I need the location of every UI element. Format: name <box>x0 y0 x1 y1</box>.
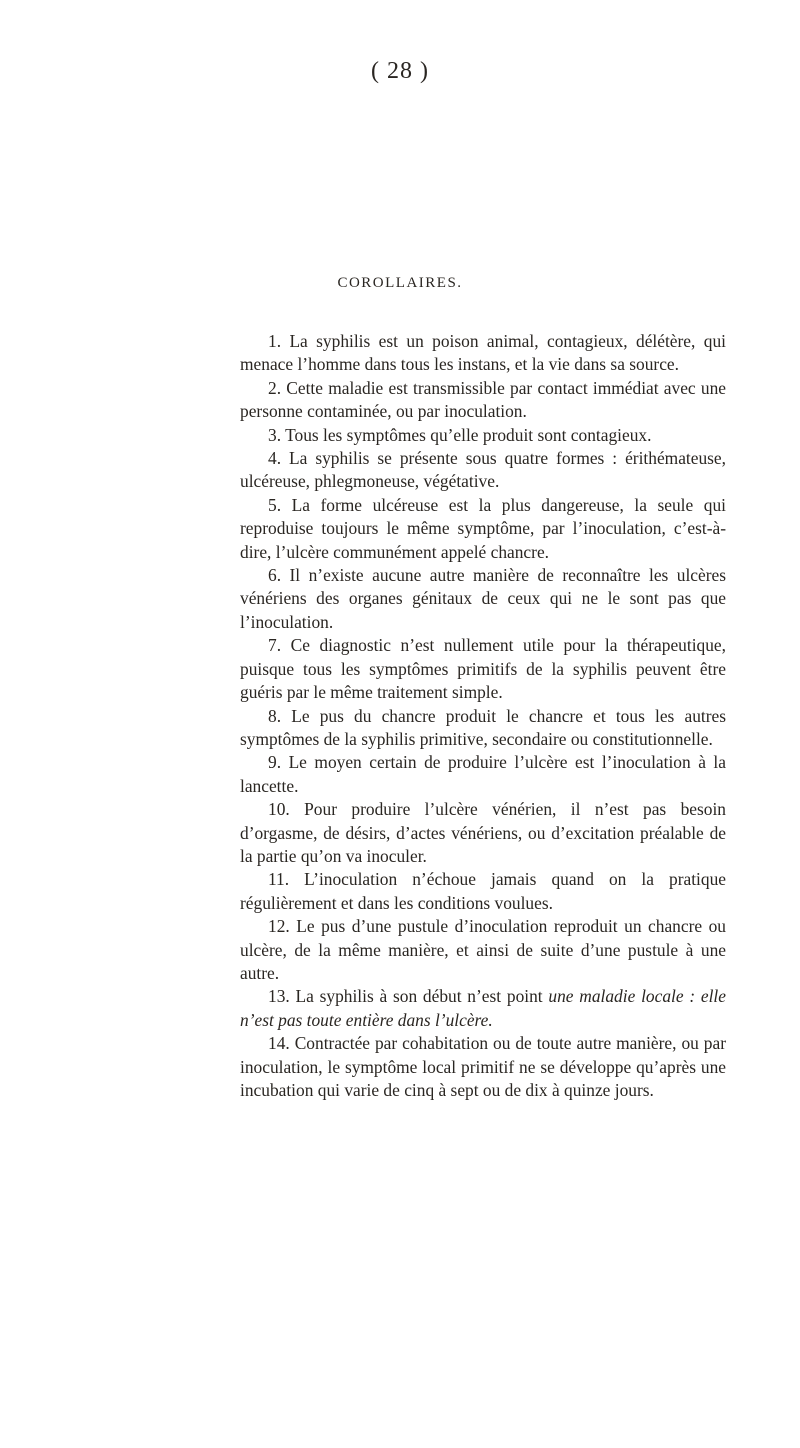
paragraph-text: La forme ulcéreuse est la plus dangereuse, la seule qui reproduise toujours le même symptôme, par l’inoculation, c’est-à-dire, l’ulcère communément appelé chancre. <box>240 494 727 562</box>
paragraph-number: 1. <box>268 331 282 351</box>
paragraph-5 <box>240 494 726 564</box>
paragraph-text: La syphilis est un poison animal, contagieux, délétère, qui menace l’homme dans tous les instans, et la vie dans sa source. <box>240 331 726 375</box>
paragraph-11 <box>240 868 726 915</box>
italic-text: une maladie locale : elle n’est pas toute entière dans l’ulcère. <box>240 986 726 1030</box>
paragraph-text: La syphilis se présente sous quatre formes : érithémateuse, ulcéreuse, phlegmoneuse, végétative. <box>240 448 726 492</box>
paragraph-text: Pour produire l’ulcère vénérien, il n’est pas besoin d’orgasme, de désirs, d’actes vénériens, ou d’excitation préalable de la partie qu’on va inoculer. <box>240 799 726 866</box>
corollaries-list <box>240 330 726 1102</box>
paragraph-9 <box>240 751 726 798</box>
paragraph-number: 5. <box>268 494 282 515</box>
paragraph-number: 8. <box>268 705 282 726</box>
paragraph-text: Ce diagnostic n’est nullement utile pour la thérapeutique, puisque tous les symptômes primitifs de la syphilis peuvent être guéris par le même traitement simple. <box>240 635 726 703</box>
paragraph-text: Tous les symptômes qu’elle produit sont contagieux. <box>285 424 652 445</box>
paragraph-number: 4. <box>268 448 282 469</box>
paragraph-number: 13. <box>268 986 290 1007</box>
paragraph-text: Cette maladie est transmissible par contact immédiat avec une personne contaminée, ou par inoculation. <box>240 377 726 422</box>
paragraph-12 <box>240 915 726 985</box>
paragraph-text: L’inoculation n’échoue jamais quand on la pratique régulièrement et dans les conditions voulues. <box>240 869 726 913</box>
paragraph-number: 6. <box>268 565 282 586</box>
paragraph-number: 7. <box>268 635 282 656</box>
paragraph-text: Le pus du chancre produit le chancre et tous les autres symptômes de la syphilis primitive, secondaire ou constitutionnelle. <box>240 705 726 749</box>
paragraph-text: Il n’existe aucune autre manière de reconnaître les ulcères vénériens des organes génitaux de ceux qui ne le sont pas que l’inoculation. <box>240 565 726 632</box>
paragraph-number: 14. <box>268 1033 290 1054</box>
paragraph-text: Le pus d’une pustule d’inoculation reproduit un chancre ou ulcère, de la même manière, et ainsi de suite d’une pustule à une autre. <box>240 916 726 983</box>
paragraph-10 <box>240 798 726 868</box>
paragraph-number: 12. <box>268 916 290 937</box>
paragraph-4 <box>240 447 726 494</box>
paragraph-number: 3. <box>268 424 282 445</box>
section-heading: COROLLAIRES. <box>337 275 463 291</box>
paragraph-number: 11. <box>268 869 290 890</box>
paragraph-text: Contractée par cohabitation ou de toute autre manière, ou par inoculation, le symptôme local primitif ne se développe qu’après une incubation qui varie de cinq à sept ou de dix à quinze jours. <box>240 1033 726 1100</box>
paragraph-14 <box>240 1032 726 1102</box>
paragraph-6 <box>240 564 726 634</box>
paragraph-3 <box>240 424 726 447</box>
paragraph-8 <box>240 705 726 752</box>
paragraph-13 <box>240 985 726 1032</box>
paragraph-number: 10. <box>268 799 290 820</box>
paragraph-number: 9. <box>268 752 282 773</box>
paragraph-7 <box>240 634 726 704</box>
paragraph-2 <box>240 377 726 424</box>
paragraph-number: 2. <box>268 377 282 398</box>
paragraph-1 <box>240 330 726 377</box>
paragraph-text: Le moyen certain de produire l’ulcère est l’inoculation à la lancette. <box>240 752 726 796</box>
paragraph-text: La syphilis à son début n’est point <box>295 986 549 1007</box>
page-number: ( 28 ) <box>371 58 429 84</box>
